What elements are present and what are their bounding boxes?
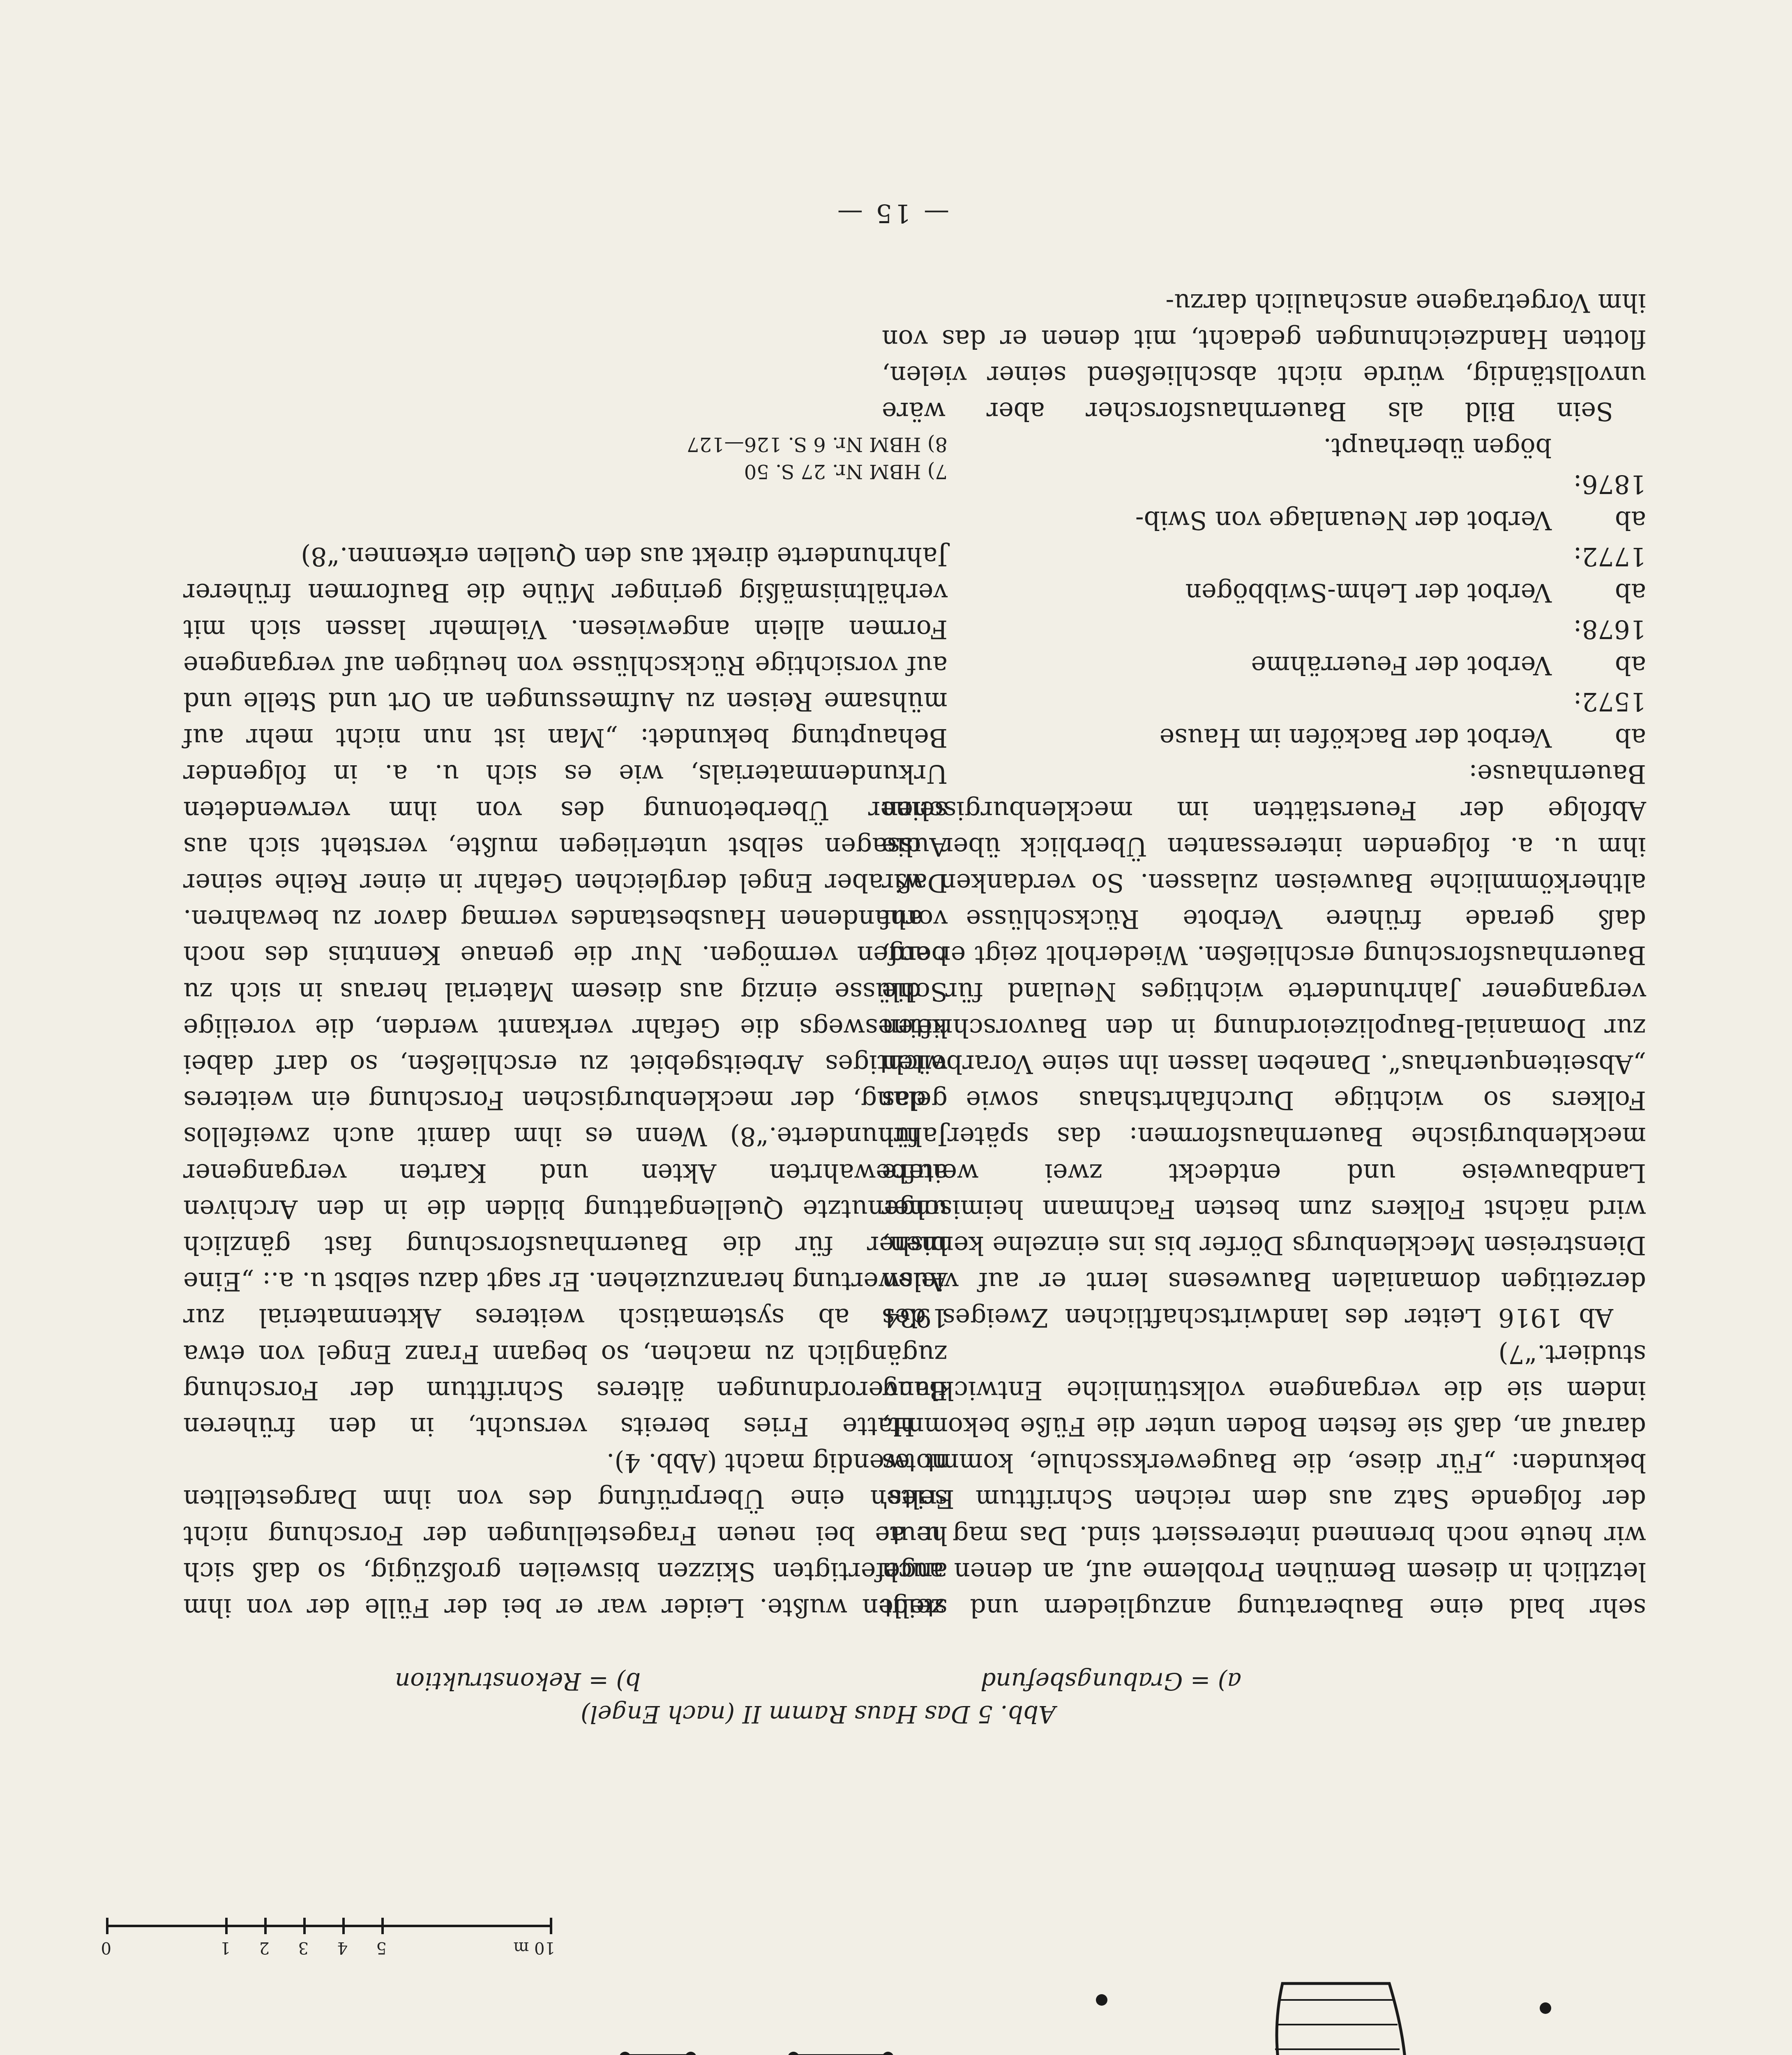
text-column-right [183,431,948,1626]
caption-b: b) = Rekonstruktion [395,1667,641,1695]
list-text: Verbot der Neuanlage von Swib- [1135,505,1552,535]
footnotes [183,431,948,485]
list-item [882,466,1646,538]
list-year: ab 1572: [1573,686,1646,753]
scale-label-4: 4 [337,1938,348,1957]
list-item [882,683,1646,756]
list-year: ab 1678: [1573,614,1646,680]
paragraph: Ab 1916 Leiter des landwirtschaftlichen Zweiges des derzeitigen domanialen Bauwesens lernt er auf vielen Dienstreisen Mecklenburgs Dörfer bis ins einzelne kennen, wird nächst Folkers zum besten Fachmann heimischer Landbauweise und entdeckt zwei weitere mecklenburgische Bauernhausformen: das später für Folkers so wichtige Durchfahrtshaus sowie das „Abseitenquerhaus“. Daneben lassen ihn seine Vorarbeiten zur Domanial-Baupolizeiordnung in den Bauvorschriften vergangener Jahrhunderte wichtiges Neuland für die Bauernhausforschung erschließen. Wiederholt zeigt er auf, daß gerade frühere Verbote Rückschlüsse auf altherkömmliche Bauweisen zulassen. So verdanken wir ihm u. a. folgenden interessanten Überblick über die Abfolge der Feuerstätten im mecklenburgischen Bauernhause: [882,759,1646,1333]
reconstruction-plan [619,2052,894,2055]
scale-bar [107,1918,551,1934]
list-item-continuation: bögen überhaupt. [1323,433,1552,463]
list-text: Verbot der Feuerrähme [1251,650,1552,680]
figure-caption [346,1665,1291,1731]
text-column-left [882,284,1646,1626]
scale-label-0: 0 [101,1938,111,1957]
list-item [882,538,1646,611]
paragraph: Hatte Fries bereits versucht, in den früheren Bauverordnungen älteres Schrifttum der Forschung zugänglich zu machen, so begann Franz Engel von etwa 1934 ab systematisch weiteres Aktenmaterial zur Auswertung heranzuziehen. Er sagt dazu selbst u. a.: „Eine bisher für die Bauernhausforschung fast gänzlich ungenutzte Quellengattung bilden die in den Archiven aufbewahrten Akten und Karten vergangener Jahrhunderte.“8) Wenn es ihm damit auch zweifellos gelang, der mecklenburgischen Forschung ein weiteres wichtiges Arbeitsgebiet zu erschließen, so darf dabei keineswegs die Gefahr verkannt werden, die voreilige Schlüsse einzig aus diesem Material heraus in sich zu bergen vermögen. Nur die genaue Kenntnis des noch vorhandenen Hausbestandes vermag davor zu bewahren. Daß aber Engel dergleichen Gefahr in einer Reihe seiner Aussagen selbst unterliegen mußte, versteht sich aus seiner Überbetonung des von ihm verwendeten Urkundenmaterials, wie es sich u. a. in folgender Behauptung bekundet: „Man ist nun nicht mehr auf mühsame Reisen zu Aufmessungen an Ort und Stelle und auf vorsichtige Rückschlüsse von heutigen auf vergangene Formen allein angewiesen. Vielmehr lassen sich mit verhältnismäßig geringer Mühe die Bauformen früherer Jahrhunderte direkt aus den Quellen erkennen.“8) [183,542,948,1441]
caption-a: a) = Grabungsbefund [980,1667,1241,1695]
scale-label-1: 1 [220,1938,231,1957]
scale-label-5: 5 [376,1938,387,1957]
excavation-plan [1096,1983,1551,2055]
figure-abb-5 [91,1663,1702,2055]
scale-label-3: 3 [298,1938,309,1957]
list-year: ab 1876: [1573,469,1646,535]
scale-label-10m: 10 m [513,1938,555,1957]
scale-labels [101,1938,555,1957]
paragraph: Sein Bild als Bauernhausforscher aber wäre unvollständig, würde nicht abschließend seiner vielen, flotten Handzeichnungen gedacht, mit denen er das von ihm Vorgetragene anschaulich darzu- [882,288,1646,427]
hatch-lines [1274,2000,1400,2055]
scale-label-2: 2 [259,1938,270,1957]
decree-list [882,429,1646,756]
list-text: Verbot der Lehm-Swibbögen [1185,578,1552,608]
footnote: 7) HBM Nr. 27 S. 50 [744,459,948,483]
paragraph: stellen wußte. Leider war er bei der Fülle der von ihm angefertigten Skizzen bisweilen großzügig, so daß sich heute bei neuen Fragestellungen der Forschung nicht selten eine Überprüfung des von ihm Dargestellten notwendig macht (Abb. 4). [183,1448,948,1623]
list-item [882,611,1646,683]
footnote: 8) HBM Nr. 6 S. 126—127 [687,432,948,456]
caption-subtitles [346,1665,1291,1698]
paragraph: sehr bald eine Bauberatung anzugliedern und zeigt letztlich in diesem Bemühen Probleme auf, an denen auch wir heute noch brennend interessiert sind. Das mag u. a. der folgende Satz aus dem reichen Schrifttum Fries' bekunden: „Für diese, die Baugewerksschule, kommt es darauf an, daß sie festen Boden unter die Füße bekommt, indem sie die vergangene volkstümliche Entwicklung studiert.“7) [882,1339,1646,1623]
list-text: Verbot der Backöfen im Hause [1159,723,1552,753]
page-number: — 15 — [835,199,950,229]
caption-title: Abb. 5 Das Haus Ramm II (nach Engel) [581,1700,1056,1728]
list-year: ab 1772: [1573,542,1646,608]
hatched-area [1277,1983,1406,2055]
